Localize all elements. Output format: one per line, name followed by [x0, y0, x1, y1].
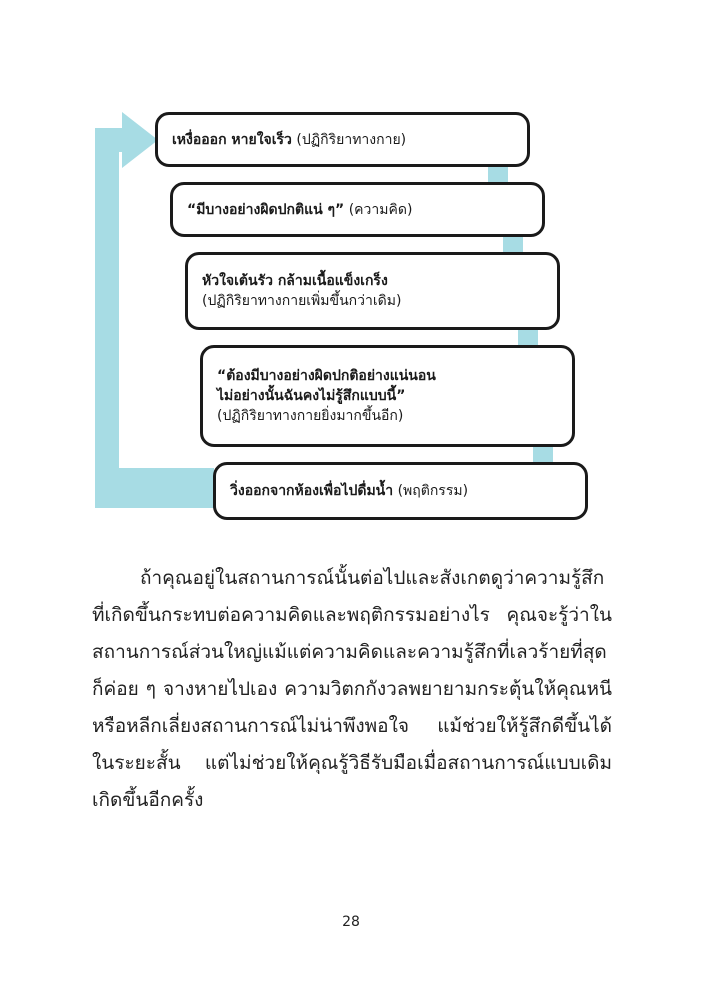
flow-step-2: [170, 182, 545, 237]
step-5-note: (พฤติกรรม): [397, 483, 469, 499]
step-5-main: วิ่งออกจากห้องเพื่อไปดื่มน้ำ: [230, 483, 394, 499]
step-3-main: หัวใจเต้นรัว กล้ามเนื้อแข็งเกร็ง: [202, 273, 388, 289]
flow-step-3: [185, 252, 560, 330]
flow-step-4: [200, 345, 575, 447]
step-4-main-line-2: ไม่อย่างนั้นฉันคงไม่รู้สึกแบบนี้”: [217, 388, 406, 404]
step-4-main-line-1: “ต้องมีบางอย่างผิดปกติอย่างแน่นอน: [217, 368, 436, 384]
step-2-main: “มีบางอย่างผิดปกติแน่ ๆ”: [187, 201, 345, 218]
step-3-note: (ปฏิกิริยาทางกายเพิ่มขึ้นกว่าเดิม): [202, 293, 402, 309]
page-number: 28: [342, 914, 360, 930]
flow-step-5: [213, 462, 588, 520]
step-2-note: (ความคิด): [348, 201, 413, 218]
step-4-note: (ปฏิกิริยาทางกายยิ่งมากขึ้นอีก): [217, 408, 404, 424]
step-1-note: (ปฏิกิริยาทางกาย): [296, 131, 407, 148]
step-1-main: เหงื่อออก หายใจเร็ว: [172, 131, 292, 148]
flow-step-1: [155, 112, 530, 167]
body-paragraph: ถ้าคุณอยู่ในสถานการณ์นั้นต่อไปและสังเกตดูว่าความรู้สึกที่เกิดขึ้นกระทบต่อความคิดและพฤติกรรมอย่างไร คุณจะรู้ว่าในสถานการณ์ส่วนใหญ่แม้แต่ความคิดและความรู้สึกที่เลวร้ายที่สุดก็ค่อย ๆ จางหายไปเอง ความวิตกกังวลพยายามกระตุ้นให้คุณหนีหรือหลีกเลี่ยงสถานการณ์ไม่น่าพึงพอใจ แม้ช่วยให้รู้สึกดีขึ้นได้ในระยะสั้น แต่ไม่ช่วยให้คุณรู้วิธีรับมือเมื่อสถานการณ์แบบเดิมเกิดขึ้นอีกครั้ง: [92, 567, 612, 811]
